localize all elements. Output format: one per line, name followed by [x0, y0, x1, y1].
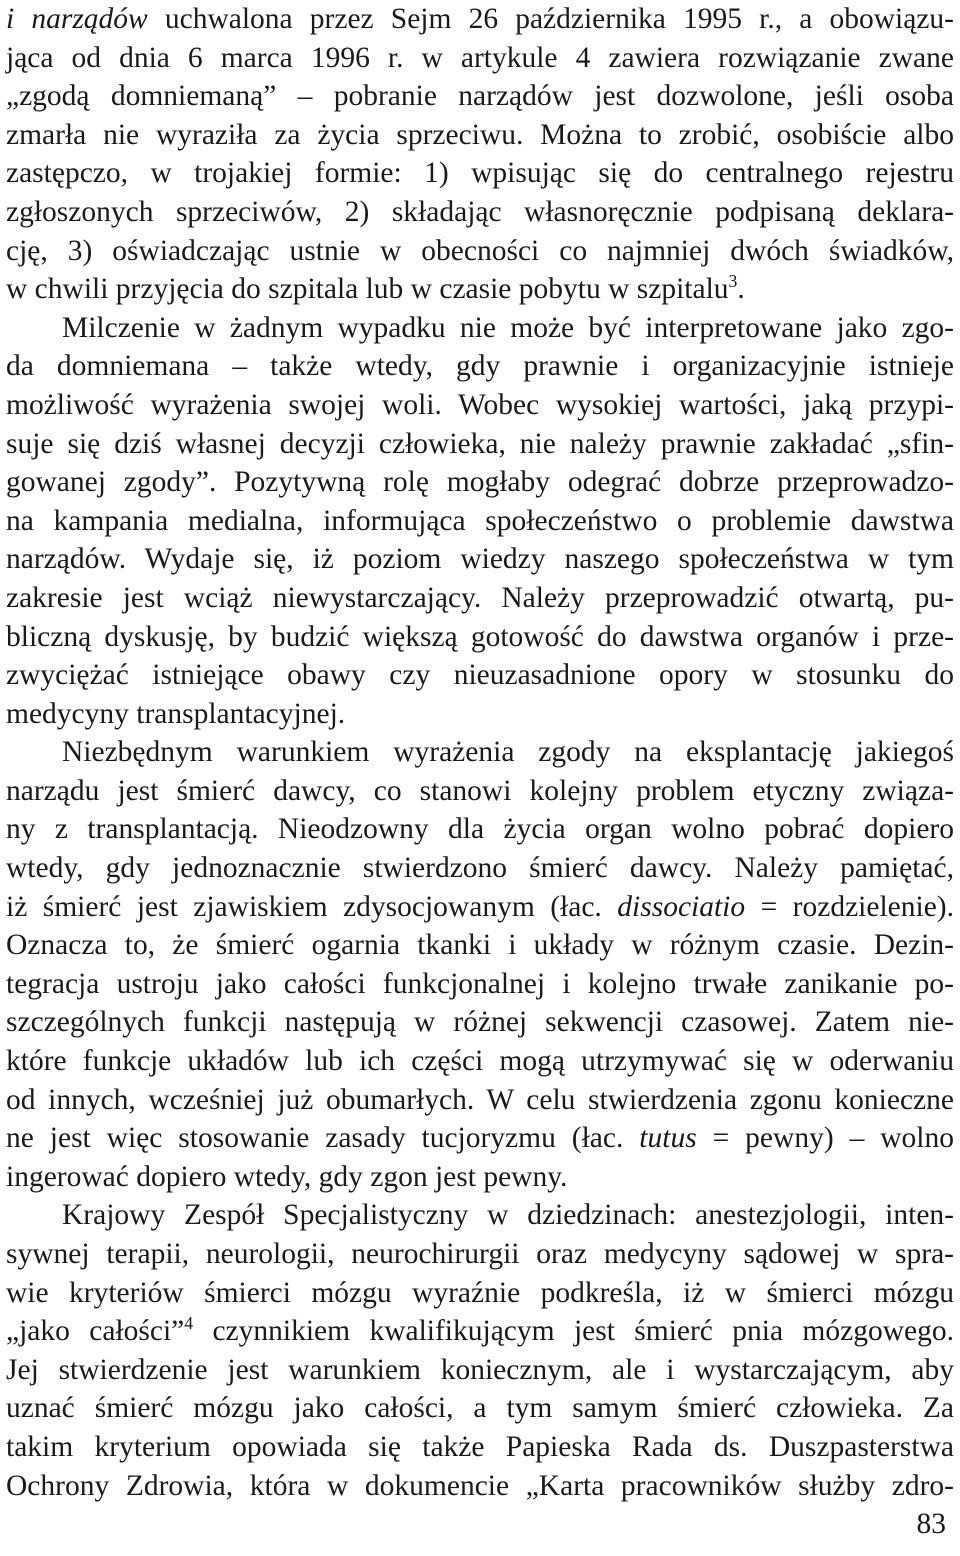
text-line: ingerować dopiero wtedy, gdy zgon jest pewny. — [6, 1160, 568, 1193]
text-line: da domniemana – także wtedy, gdy prawnie i organizacyjnie istnieje — [6, 350, 954, 383]
italic-term: i narządów — [6, 3, 148, 35]
body-text — [6, 0, 954, 1505]
text-line: zakresie jest wciąż niewystarczający. Należy przeprowadzić otwartą, pu- — [6, 581, 954, 614]
text-line: „zgodą domniemaną” – pobranie narządów jest dozwolone, jeśli osoba — [6, 80, 954, 113]
text-line: Niezbędnym warunkiem wyrażenia zgody na eksplantację jakiegoś — [62, 736, 954, 769]
text-line: na kampania medialna, informująca społeczeństwo o problemie dawstwa — [6, 504, 954, 537]
text-line: zgłoszonych sprzeciwów, 2) składając własnoręcznie podpisaną deklara- — [6, 195, 954, 228]
text-line: narządów. Wydaje się, iż poziom wiedzy naszego społeczeństwa w tym — [6, 543, 954, 576]
italic-term: dissociatio — [617, 890, 746, 923]
text-line: od innych, wcześniej już obumarłych. W celu stwierdzenia zgonu konieczne — [6, 1083, 954, 1116]
text-line: medycyny transplantacyjnej. — [6, 697, 346, 730]
italic-term: tutus — [639, 1122, 697, 1155]
text-line: tegracja ustroju jako całości funkcjonalnej i kolejno trwałe zanikanie po- — [6, 967, 954, 1000]
text-line: Krajowy Zespół Specjalistyczny w dziedzinach: anestezjologii, inten- — [62, 1199, 954, 1232]
text-line: wtedy, gdy jednoznacznie stwierdzono śmierć dawcy. Należy pamiętać, — [6, 852, 954, 885]
text-line: możliwość wyrażenia swojej woli. Wobec wysokiej wartości, jaką przypi- — [6, 388, 954, 421]
text-line: Oznacza to, że śmierć ogarnia tkanki i układy w różnym czasie. Dezin- — [6, 929, 954, 962]
text-line: uznać śmierć mózgu jako całości, a tym samym śmierć człowieka. Za — [6, 1392, 954, 1425]
text-line: suje się dziś własnej decyzji człowieka, nie należy prawnie zakładać „sfin- — [6, 427, 954, 460]
text-line: jąca od dnia 6 marca 1996 r. w artykule 4 zawiera rozwiązanie zwane — [6, 41, 954, 74]
text-line: ny z transplantacją. Nieodzowny dla życia organ wolno pobrać dopiero — [6, 813, 954, 846]
text-line: „jako całości”$^4$ czynnikiem kwalifikującym jest śmierć pnia mózgowego. — [6, 1313, 954, 1348]
text-line: i narządów uchwalona przez Sejm 26 października 1995 r., a obowiązu- — [6, 3, 954, 35]
text-line: sywnej terapii, neurologii, neurochirurgii oraz medycyny sądowej w spra- — [6, 1238, 954, 1270]
text-line: ne jest więc stosowanie zasady tucjoryzmu (łac. tutus = pewny) – wolno — [6, 1122, 955, 1155]
footnote-reference[interactable]: 4 — [184, 1313, 194, 1334]
text-line: w chwili przyjęcia do szpitala lub w czasie pobytu w szpitalu$^3$. — [6, 271, 745, 306]
text-line: iż śmierć jest zjawiskiem zdysocjowanym (łac. dissociatio = rozdzielenie). — [6, 890, 955, 923]
text-line: szczególnych funkcji następują w różnej sekwencji czasowej. Zatem nie- — [6, 1006, 954, 1039]
text-line: narządu jest śmierć dawcy, co stanowi kolejny problem etyczny związa- — [6, 774, 954, 807]
text-line: zwyciężać istniejące obawy czy nieuzasadnione opory w stosunku do — [6, 659, 954, 692]
text-line: gowanej zgody”. Pozytywną rolę mogłaby odegrać dobrze przeprowadzo- — [6, 466, 954, 499]
footnote-reference[interactable]: 3 — [728, 271, 738, 292]
page-number: 83 — [916, 1508, 946, 1540]
text-line: takim kryterium opowiada się także Papieska Rada ds. Duszpasterstwa — [6, 1430, 954, 1463]
text-line: zastępczo, w trojakiej formie: 1) wpisując się do centralnego rejestru — [6, 157, 954, 190]
text-line: wie kryteriów śmierci mózgu wyraźnie podkreśla, iż w śmierci mózgu — [6, 1276, 954, 1309]
text-line: które funkcje układów lub ich części mogą utrzymywać się w oderwaniu — [6, 1045, 954, 1078]
text-line: cję, 3) oświadczając ustnie w obecności co najmniej dwóch świadków, — [6, 234, 954, 267]
text-line: zmarła nie wyraziła za życia sprzeciwu. Można to zrobić, osobiście albo — [6, 118, 954, 151]
text-line: Ochrony Zdrowia, która w dokumencie „Karta pracowników służby zdro- — [6, 1469, 954, 1502]
text-line: Jej stwierdzenie jest warunkiem koniecznym, ale i wystarczającym, aby — [6, 1353, 954, 1386]
document-page — [6, 0, 955, 1540]
text-line: bliczną dyskusję, by budzić większą gotowość do dawstwa organów i prze- — [6, 620, 954, 653]
text-line: Milczenie w żadnym wypadku nie może być interpretowane jako zgo- — [62, 311, 954, 344]
